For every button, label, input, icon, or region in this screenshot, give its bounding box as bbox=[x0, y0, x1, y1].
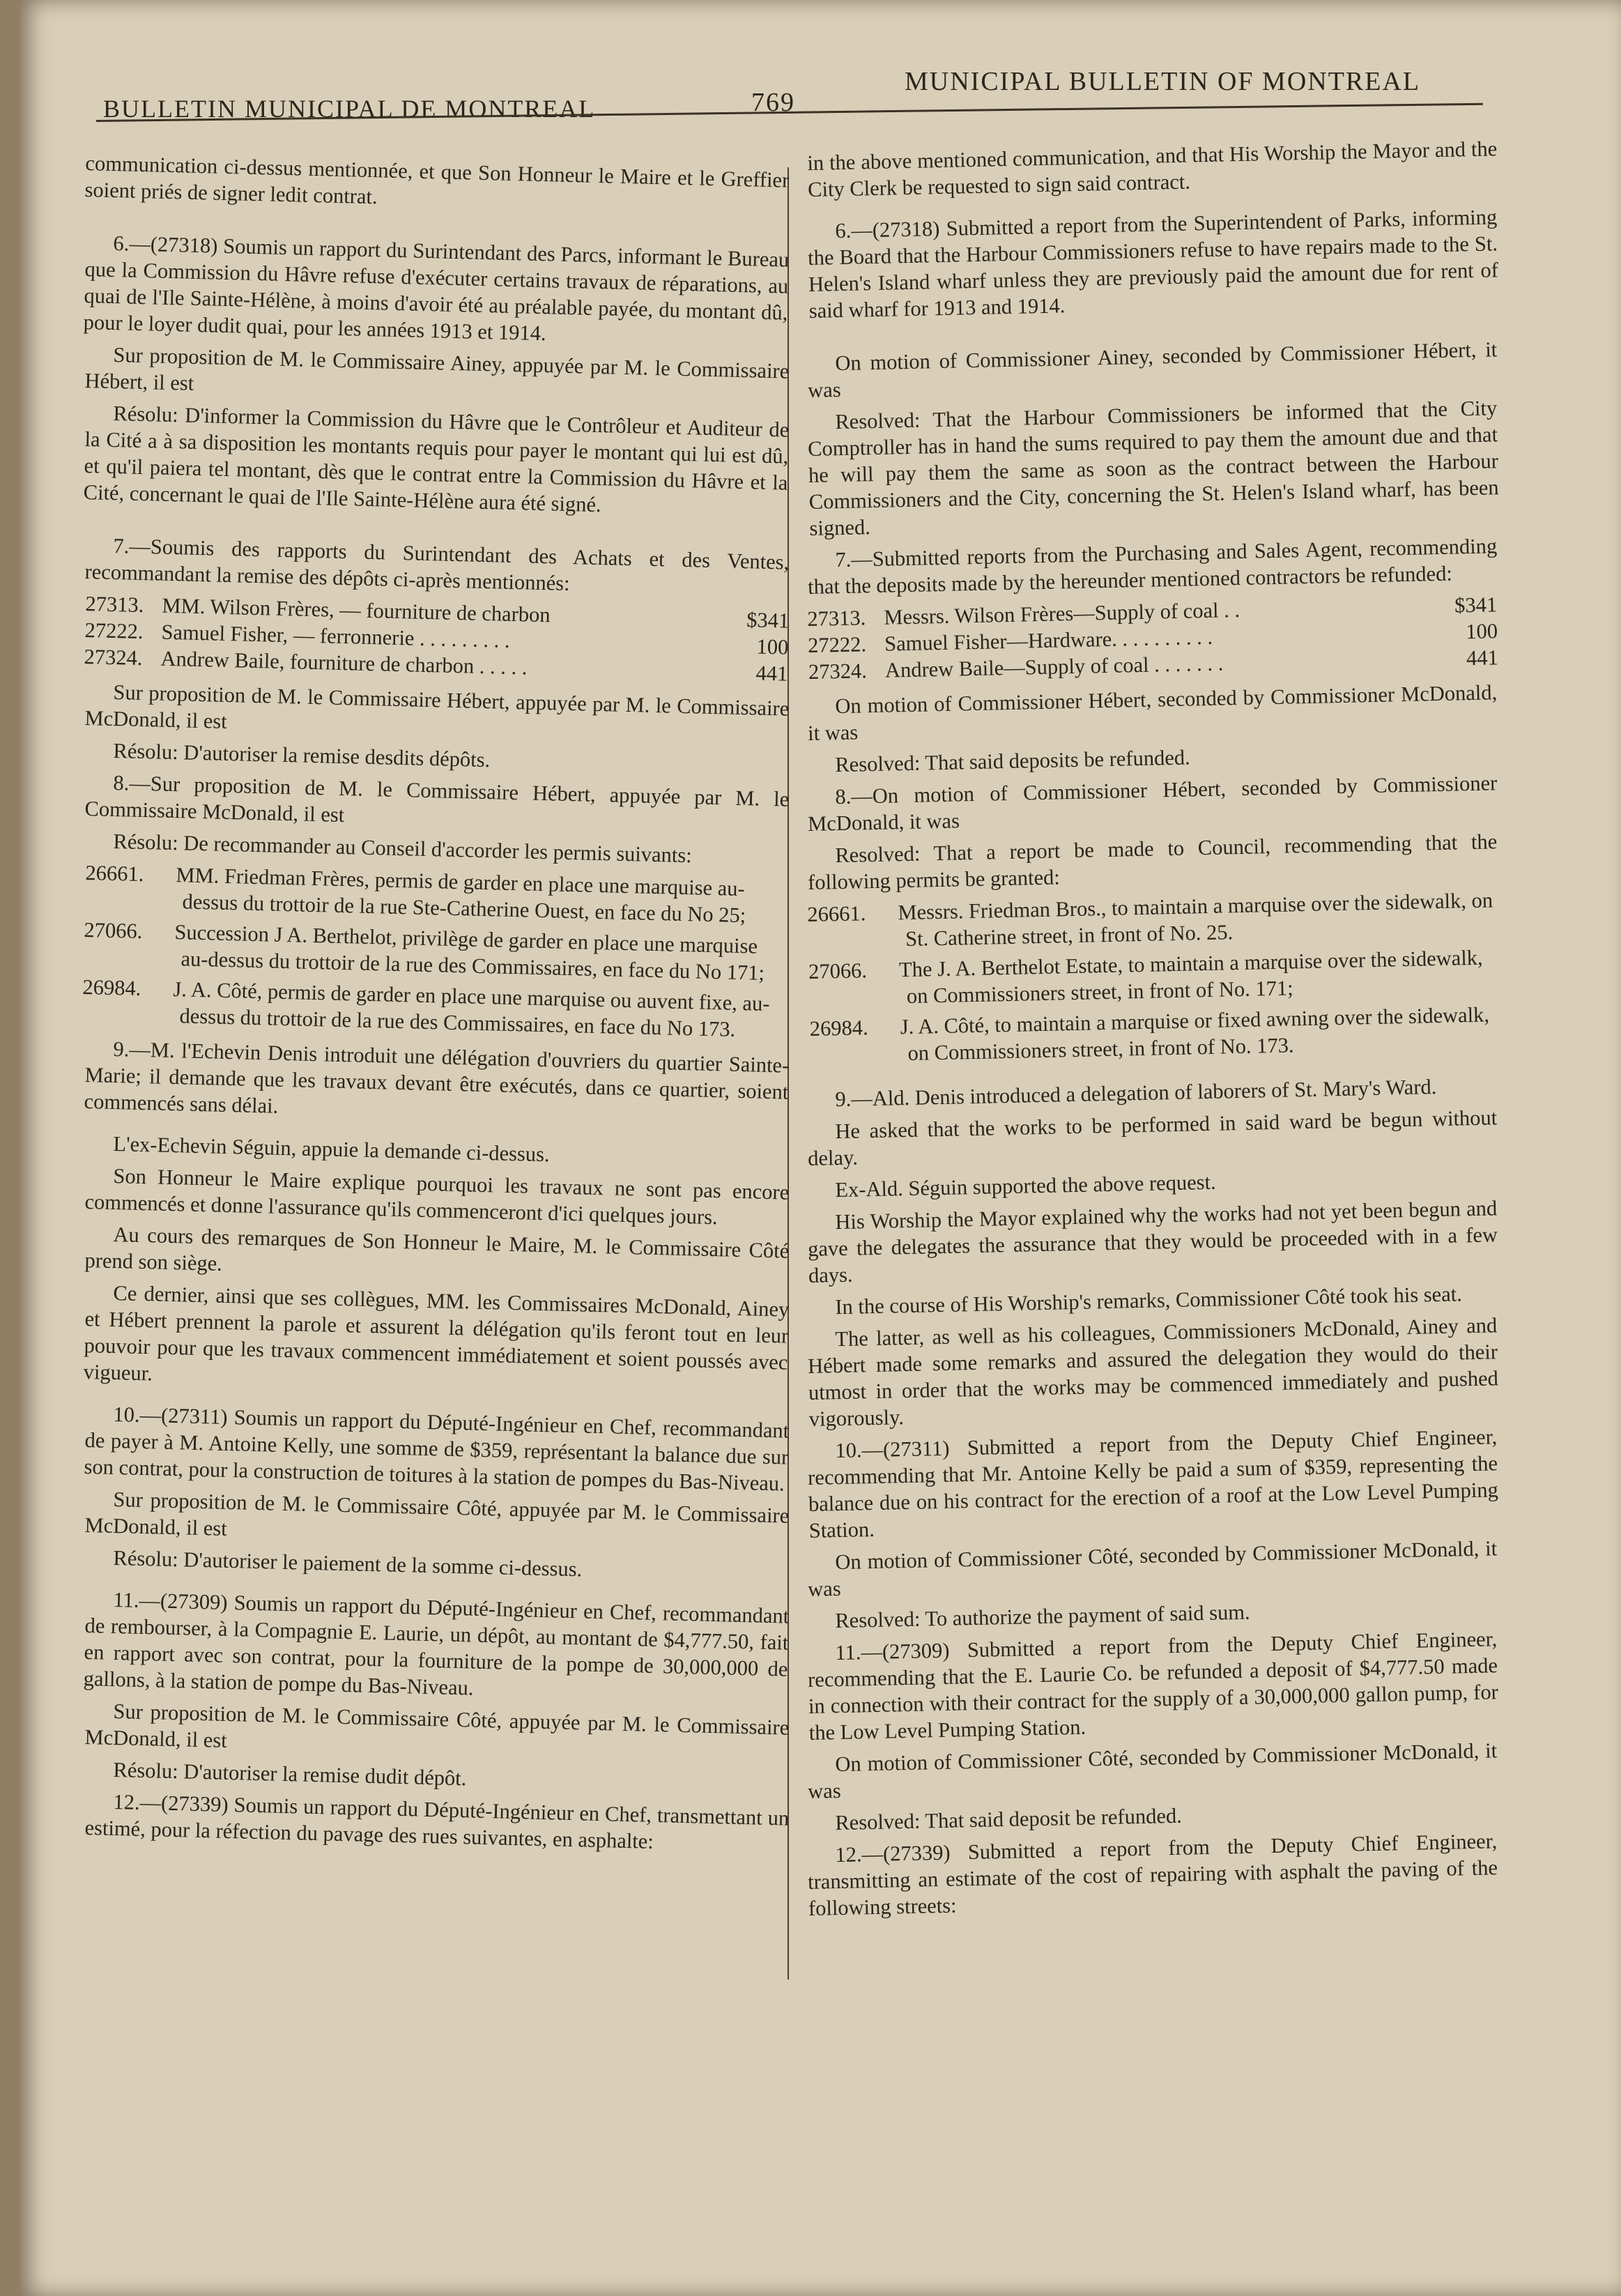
item-9-commissioners: The latter, as well as his colleagues, Commissioners McDonald, Ainey and Hébert made some remarks and assured the delegation they would do their utmost in order that the works may be commenced immediately and pushed vigorously. bbox=[807, 1313, 1499, 1431]
deposit-number: 27313. bbox=[85, 591, 144, 618]
permit-text: MM. Friedman Frères, permis de garder en place une marquise au-dessus du trottoir de la rue Ste-Catherine Ouest, en face du No 25; bbox=[176, 863, 746, 928]
item-6-motion: Sur proposition de M. le Commissaire Ainey, appuyée par M. le Commissaire Hébert, il est bbox=[84, 342, 790, 395]
item-7-resolved: Resolved: That said deposits be refunded. bbox=[835, 745, 1190, 777]
permit-row bbox=[82, 974, 787, 1044]
item-12-report: 12.—(27339) Soumis un rapport du Député-Ingénieur en Chef, transmettant un estimé, pour la réfection du pavage des rues suivantes, en asphalte: bbox=[84, 1789, 790, 1853]
item-7-motion: Sur proposition de M. le Commissaire Hébert, appuyée par M. le Commissaire McDonald, il est bbox=[84, 680, 790, 733]
deposit-amount: 100 bbox=[1465, 619, 1498, 644]
permits-list bbox=[807, 887, 1500, 1069]
header-title-fr: BULLETIN MUNICIPAL DE MONTREAL bbox=[103, 95, 596, 123]
item-11-report: 11.—(27309) Submitted a report from the Deputy Chief Engineer, recommending that the E. Laurie Co. be refunded a deposit of $4,777.50 made in connection with their contract for the supply of a 30,000,000 gallon pump, for the Low Level Pumping Station. bbox=[807, 1627, 1499, 1745]
deposits-list bbox=[84, 590, 789, 687]
permit-number: 26984. bbox=[82, 974, 141, 1000]
item-8-motion: 8.—Sur proposition de M. le Commissaire Hébert, appuyée par M. le Commissaire McDonald, il est bbox=[84, 770, 790, 827]
item-7-report: 7.—Soumis des rapports du Surintendant des Achats et des Ventes, recommandant la remise des dépôts ci-après mentionnés: bbox=[84, 533, 790, 595]
item-10-motion: On motion of Commissioner Côté, seconded by Commissioner McDonald, it was bbox=[807, 1536, 1498, 1601]
permit-row bbox=[807, 887, 1498, 954]
deposit-amount: $341 bbox=[1454, 592, 1498, 618]
english-column bbox=[807, 137, 1499, 1927]
item-9-support: Ex-Ald. Séguin supported the above request. bbox=[835, 1170, 1216, 1202]
item-11-motion: Sur proposition de M. le Commissaire Côté, appuyée par M. le Commissaire McDonald, il est bbox=[84, 1699, 790, 1752]
item-10-report: 10.—(27311) Submitted a report from the Deputy Chief Engineer, recommending that Mr. Antoine Kelly be paid a sum of $359, representing the balance due on his contract for the erection of a roof at the Low Level Pumping Station. bbox=[807, 1425, 1499, 1543]
deposit-amount: 441 bbox=[755, 661, 788, 686]
permit-row bbox=[808, 944, 1499, 1011]
item-6-report: 6.—(27318) Soumis un rapport du Surintendant des Parcs, informant le Bureau que la Commission du Hâvre refuse d'exécuter certains travaux de réparations, au quai de l'Ile Sainte-Hélène, à moins d'avoir été au préalable payée, du montant dû, pour le loyer dudit quai, pour les années 1913 et 1914. bbox=[83, 231, 790, 346]
permits-list bbox=[82, 859, 790, 1044]
permit-number: 27066. bbox=[84, 917, 143, 944]
item-11-report: 11.—(27309) Soumis un rapport du Député-Ingénieur en Chef, recommandant de rembourser, à la Compagnie E. Laurie, un dépôt, au montant de $4,777.50, fait en rapport avec son contrat, pour la fourniture de la pompe de 30,000,000 de gallons, à la station de pompe du Bas-Niveau. bbox=[83, 1587, 790, 1700]
deposit-number: 27313. bbox=[807, 606, 866, 631]
page-header bbox=[89, 66, 1483, 122]
permit-text: J. A. Côté, permis de garder en place une marquise ou auvent fixe, au-dessus du trottoir de la rue des Commissaires, en face du No 173. bbox=[173, 977, 770, 1041]
deposit-amount: 441 bbox=[1466, 645, 1499, 671]
permit-text: Succession J A. Berthelot, privilège de garder en place une marquise au-dessus du trottoir de la rue des Commissaires, en face du No 171; bbox=[174, 920, 765, 985]
item-7-motion: On motion of Commissioner Hébert, seconded by Commissioner McDonald, it was bbox=[807, 680, 1498, 745]
deposit-text: Samuel Fisher, — ferronnerie . . . . . . . . . bbox=[161, 620, 511, 652]
deposit-number: 27222. bbox=[84, 618, 144, 644]
item-6-resolved: Resolved: That the Harbour Commissioners be informed that the City Comptroller has in hand the sums required to pay them the amount due and that he will pay them the same as soon as the contract between the Harbour Commissioners and the City, concerning the St. Helen's Island wharf, has been signed. bbox=[807, 396, 1499, 540]
item-8-resolved: Resolved: That a report be made to Council, recommending that the following permits be granted: bbox=[807, 829, 1498, 894]
item-12-report: 12.—(27339) Submitted a report from the Deputy Chief Engineer, transmitting an estimate of the cost of repairing with asphalt the paving of the following streets: bbox=[807, 1829, 1498, 1920]
deposit-number: 27324. bbox=[808, 659, 868, 684]
item-9-delegation: 9.—Ald. Denis introduced a delegation of laborers of St. Mary's Ward. bbox=[835, 1075, 1437, 1112]
permit-number: 26984. bbox=[809, 1016, 869, 1041]
item-9-request: He asked that the works to be performed in said ward be begun without delay. bbox=[807, 1105, 1498, 1170]
item-11-resolved: Resolved: That said deposit be refunded. bbox=[835, 1803, 1183, 1835]
item-9-mayor: His Worship the Mayor explained why the works had not yet been begun and gave the delegates the assurance that they would be proceeded with in a few days. bbox=[807, 1196, 1498, 1287]
permit-text: The J. A. Berthelot Estate, to maintain a marquise over the sidewalk, on Commissioners street, in front of No. 171; bbox=[898, 945, 1483, 1009]
bulletin-page bbox=[20, 0, 1621, 2296]
item-6-motion: On motion of Commissioner Ainey, seconded by Commissioner Hébert, it was bbox=[807, 337, 1498, 402]
item-6-report: 6.—(27318) Submitted a report from the Superintendent of Parks, informing the Board that the Harbour Commissioners refuse to have repairs made to the St. Helen's Island wharf unless they are previously paid the amount due for rent of said wharf for 1913 and 1914. bbox=[807, 205, 1499, 323]
item-9-remarks: In the course of His Worship's remarks, Commissioner Côté took his seat. bbox=[835, 1282, 1463, 1319]
deposit-text: Andrew Baile, fourniture de charbon . . . . . bbox=[160, 646, 528, 680]
deposit-number: 27222. bbox=[807, 632, 867, 657]
permit-row bbox=[809, 1001, 1500, 1069]
item-9-delegation: 9.—M. l'Echevin Denis introduit une délégation d'ouvriers du quartier Sainte-Marie; il demande que les travaux devant être exécutés, dans ce quartier, soient commencés sans délai. bbox=[84, 1036, 790, 1118]
item-9-support: L'ex-Echevin Séguin, appuie la demande ci-dessus. bbox=[113, 1131, 551, 1167]
page-number: 769 bbox=[751, 88, 795, 117]
item-7-resolved: Résolu: D'autoriser la remise desdits dépôts. bbox=[113, 738, 491, 772]
item-10-report: 10.—(27311) Soumis un rapport du Député-Ingénieur en Chef, recommandant de payer à M. Antoine Kelly, une somme de $359, représentant la balance due sur son contrat, pour la construction de toitures à la station de pompes du Bas-Niveau. bbox=[84, 1402, 790, 1496]
french-column bbox=[82, 150, 790, 1853]
item-9-mayor: Son Honneur le Maire explique pourquoi les travaux ne sont pas encore commencés et donne l'assurance qu'ils commenceront d'ici quelques jours. bbox=[84, 1163, 790, 1230]
paragraph: communication ci-dessus mentionnée, et que Son Honneur le Maire et le Greffier soient priés de signer ledit contrat. bbox=[84, 151, 790, 209]
item-11-resolved: Résolu: D'autoriser la remise dudit dépôt. bbox=[113, 1757, 467, 1791]
permit-text: Messrs. Friedman Bros., to maintain a marquise over the sidewalk, on St. Catherine street, in front of No. 25. bbox=[898, 888, 1493, 951]
item-9-commissioners: Ce dernier, ainsi que ses collègues, MM. les Commissaires McDonald, Ainey et Hébert prennent la parole et assurent la délégation qu'ils feront tout en leur pouvoir pour que les travaux commencent immédiatement et soient poussés avec vigueur. bbox=[83, 1280, 790, 1386]
deposit-text: MM. Wilson Frères, — fourniture de charbon bbox=[162, 593, 551, 627]
item-8-motion: 8.—On motion of Commissioner Hébert, seconded by Commissioner McDonald, it was bbox=[807, 771, 1498, 836]
deposit-text: Andrew Baile—Supply of coal . . . . . . . bbox=[884, 651, 1224, 682]
item-11-motion: On motion of Commissioner Côté, seconded by Commissioner McDonald, it was bbox=[807, 1738, 1498, 1803]
permit-number: 26661. bbox=[807, 901, 866, 926]
item-8-resolved: Résolu: De recommander au Conseil d'accorder les permis suivants: bbox=[113, 829, 693, 868]
permit-text: J. A. Côté, to maintain a marquise or fixed awning over the sidewalk, on Commissioners street, in front of No. 173. bbox=[900, 1002, 1490, 1066]
deposit-text: Samuel Fisher—Hardware. . . . . . . . . . bbox=[884, 625, 1213, 656]
item-7-report: 7.—Submitted reports from the Purchasing and Sales Agent, recommending that the deposits made by the hereunder mentioned contractors be refunded: bbox=[807, 534, 1498, 599]
paragraph: in the above mentioned communication, and that His Worship the Mayor and the City Clerk be requested to sign said contract. bbox=[807, 137, 1498, 201]
item-9-remarks: Au cours des remarques de Son Honneur le Maire, M. le Commissaire Côté prend son siège. bbox=[84, 1222, 790, 1276]
item-10-resolved: Résolu: D'autoriser le paiement de la somme ci-dessus. bbox=[113, 1545, 583, 1582]
deposit-amount: 100 bbox=[756, 634, 789, 659]
item-10-motion: Sur proposition de M. le Commissaire Côté, appuyée par M. le Commissaire McDonald, il est bbox=[84, 1487, 790, 1540]
item-6-resolved: Résolu: D'informer la Commission du Hâvre que le Contrôleur et Auditeur de la Cité a à sa disposition les montants requis pour payer le montant qui lui est dû, et qu'il paiera tel montant, dès que le contrat entre la Commission du Hâvre et la Cité, concernant le quai de l'Ile Sainte-Hélène aura été signé. bbox=[83, 401, 790, 517]
deposit-text: Messrs. Wilson Frères—Supply of coal . . bbox=[884, 597, 1240, 629]
deposits-list bbox=[807, 591, 1498, 685]
item-10-resolved: Resolved: To authorize the payment of said sum. bbox=[835, 1600, 1250, 1633]
permit-number: 26661. bbox=[85, 860, 144, 887]
header-title-en: MUNICIPAL BULLETIN OF MONTREAL bbox=[905, 67, 1421, 96]
deposit-amount: $341 bbox=[746, 608, 790, 633]
permit-number: 27066. bbox=[808, 958, 868, 984]
deposit-number: 27324. bbox=[84, 644, 143, 671]
